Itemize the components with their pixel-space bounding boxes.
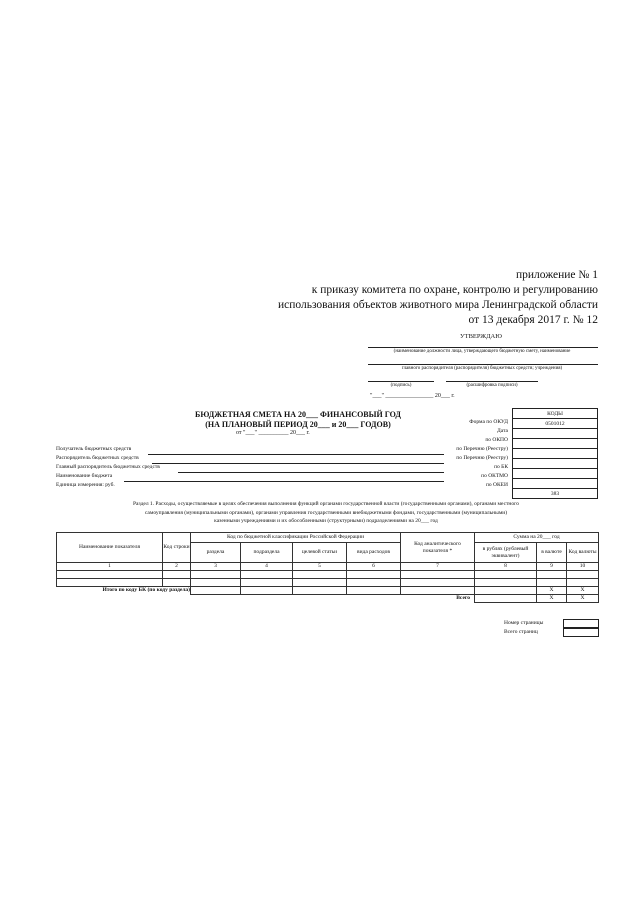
codes-header: КОДЫ — [513, 409, 598, 419]
approve-title: УТВЕРЖДАЮ — [460, 333, 502, 340]
row-budget-name: Наименование бюджета — [56, 473, 113, 479]
label-okei: по ОКЕИ — [485, 482, 508, 488]
row-recipient-line — [148, 454, 444, 455]
th-curcode: Код валюты — [567, 543, 599, 563]
total-bk-row — [57, 587, 599, 595]
annex-header — [238, 268, 598, 328]
label-registry-1: по Перечню (Реестру) — [456, 446, 508, 452]
total-bk-x-2: X — [567, 587, 599, 595]
label-date: Дата — [497, 428, 508, 434]
approve-caption-1: (наименование должности лица, утверждающего бюджетную смету, наименование — [393, 349, 571, 354]
label-bk: по БК — [494, 464, 508, 470]
code-oktmo — [513, 479, 598, 489]
num-2: 2 — [163, 563, 191, 571]
label-registry-2: по Перечню (Реестру) — [456, 455, 508, 461]
num-5: 5 — [293, 563, 347, 571]
decode-line — [446, 381, 538, 382]
codes-table — [512, 408, 598, 499]
section-line-3: казенными учреждениями и их обособленными (структурными) подразделениями на 20___ год — [214, 518, 438, 524]
th-expense: вида расходов — [347, 543, 401, 563]
th-bk: Код по бюджетной классификации Российской Федерации — [191, 533, 401, 543]
label-oktmo: по ОКТМО — [481, 473, 508, 479]
annex-line-1: приложение № 1 — [515, 269, 598, 281]
num-6: 6 — [347, 563, 401, 571]
sign-line — [368, 381, 434, 382]
row-chief-manager: Главный распорядитель бюджетных средств — [56, 464, 160, 470]
approve-caption-2: главного распорядителя (распорядителя) бюджетных средств; учреждения) — [401, 366, 563, 371]
code-okei: 383 — [513, 489, 598, 499]
code-date — [513, 429, 598, 439]
th-analytic: Код аналитического показателя * — [401, 533, 475, 563]
total-bk-x-1: X — [537, 587, 567, 595]
annex-line-4: от 13 декабря 2017 г. № 12 — [468, 314, 598, 326]
annex-line-3: использования объектов животного мира Ленинградской области — [277, 299, 598, 311]
num-10: 10 — [567, 563, 599, 571]
num-9: 9 — [537, 563, 567, 571]
th-subsection: подраздела — [241, 543, 293, 563]
total-bk-label: Итого по коду БК (по коду раздела) — [57, 587, 191, 595]
row-manager-line — [152, 463, 444, 464]
th-code: Код строки — [163, 533, 191, 563]
th-rub: в рублях (рублевый эквивалент) — [475, 543, 537, 563]
code-okud: 0501012 — [513, 419, 598, 429]
pages-total-box — [563, 628, 599, 637]
sign-caption: (подпись) — [390, 383, 412, 388]
doc-subtitle: (НА ПЛАНОВЫЙ ПЕРИОД 20___ и 20___ ГОДОВ) — [205, 420, 391, 429]
num-8: 8 — [475, 563, 537, 571]
row-budget-name-line — [124, 481, 444, 482]
th-currency: в валюте — [537, 543, 567, 563]
decode-caption: (расшифровка подписи) — [466, 383, 518, 388]
total-label: Всего — [456, 595, 470, 602]
row-manager: Распорядитель бюджетных средств — [56, 455, 139, 461]
th-sum: Сумма на 20___ год — [475, 533, 599, 543]
section-line-2: самоуправления (муниципальными органами), органами управления государственными внебюджетными фондами, государственными (муниципальными) — [144, 509, 508, 516]
th-name: Наименование показателя — [57, 533, 163, 563]
num-4: 4 — [241, 563, 293, 571]
th-section: раздела — [191, 543, 241, 563]
doc-title: БЮДЖЕТНАЯ СМЕТА НА 20___ ФИНАНСОВЫЙ ГОД — [195, 410, 401, 419]
num-1: 1 — [57, 563, 163, 571]
label-okpo: по ОКПО — [485, 437, 508, 443]
annex-line-2: к приказу комитета по охране, контролю и регулированию — [311, 284, 598, 296]
total-x-1: X — [537, 595, 567, 603]
num-3: 3 — [191, 563, 241, 571]
row-chief-manager-line — [178, 472, 444, 473]
pages-total-label: Всего страниц — [504, 629, 538, 635]
code-registry-1 — [513, 449, 598, 459]
code-registry-2 — [513, 459, 598, 469]
row-unit: Единица измерения: руб. — [56, 482, 115, 488]
total-x-2: X — [567, 595, 599, 603]
code-bk — [513, 469, 598, 479]
section-line-1: Раздел 1. Расходы, осуществляемые в целях обеспечения выполнения функций органами государственной власти (государственными органами), органами местного — [133, 501, 519, 507]
table-row — [57, 571, 599, 579]
page-number-box — [563, 619, 599, 628]
table-row — [57, 579, 599, 587]
th-target: целевой статьи — [293, 543, 347, 563]
table-number-row — [57, 563, 599, 571]
row-recipient: Получатель бюджетных средств — [56, 446, 132, 452]
expense-table — [56, 532, 599, 603]
total-row — [57, 595, 599, 603]
approve-line-2 — [368, 364, 598, 365]
page-number-label: Номер страницы — [504, 620, 544, 626]
doc-date: от "___" __________ 20___ г. — [236, 430, 310, 436]
num-7: 7 — [401, 563, 475, 571]
approve-date: "___" ________________ 20___ г. — [370, 393, 455, 399]
approve-line-1 — [368, 347, 598, 348]
section-1-text — [56, 500, 596, 526]
code-okpo — [513, 439, 598, 449]
label-okud: Форма по ОКУД — [469, 419, 508, 425]
